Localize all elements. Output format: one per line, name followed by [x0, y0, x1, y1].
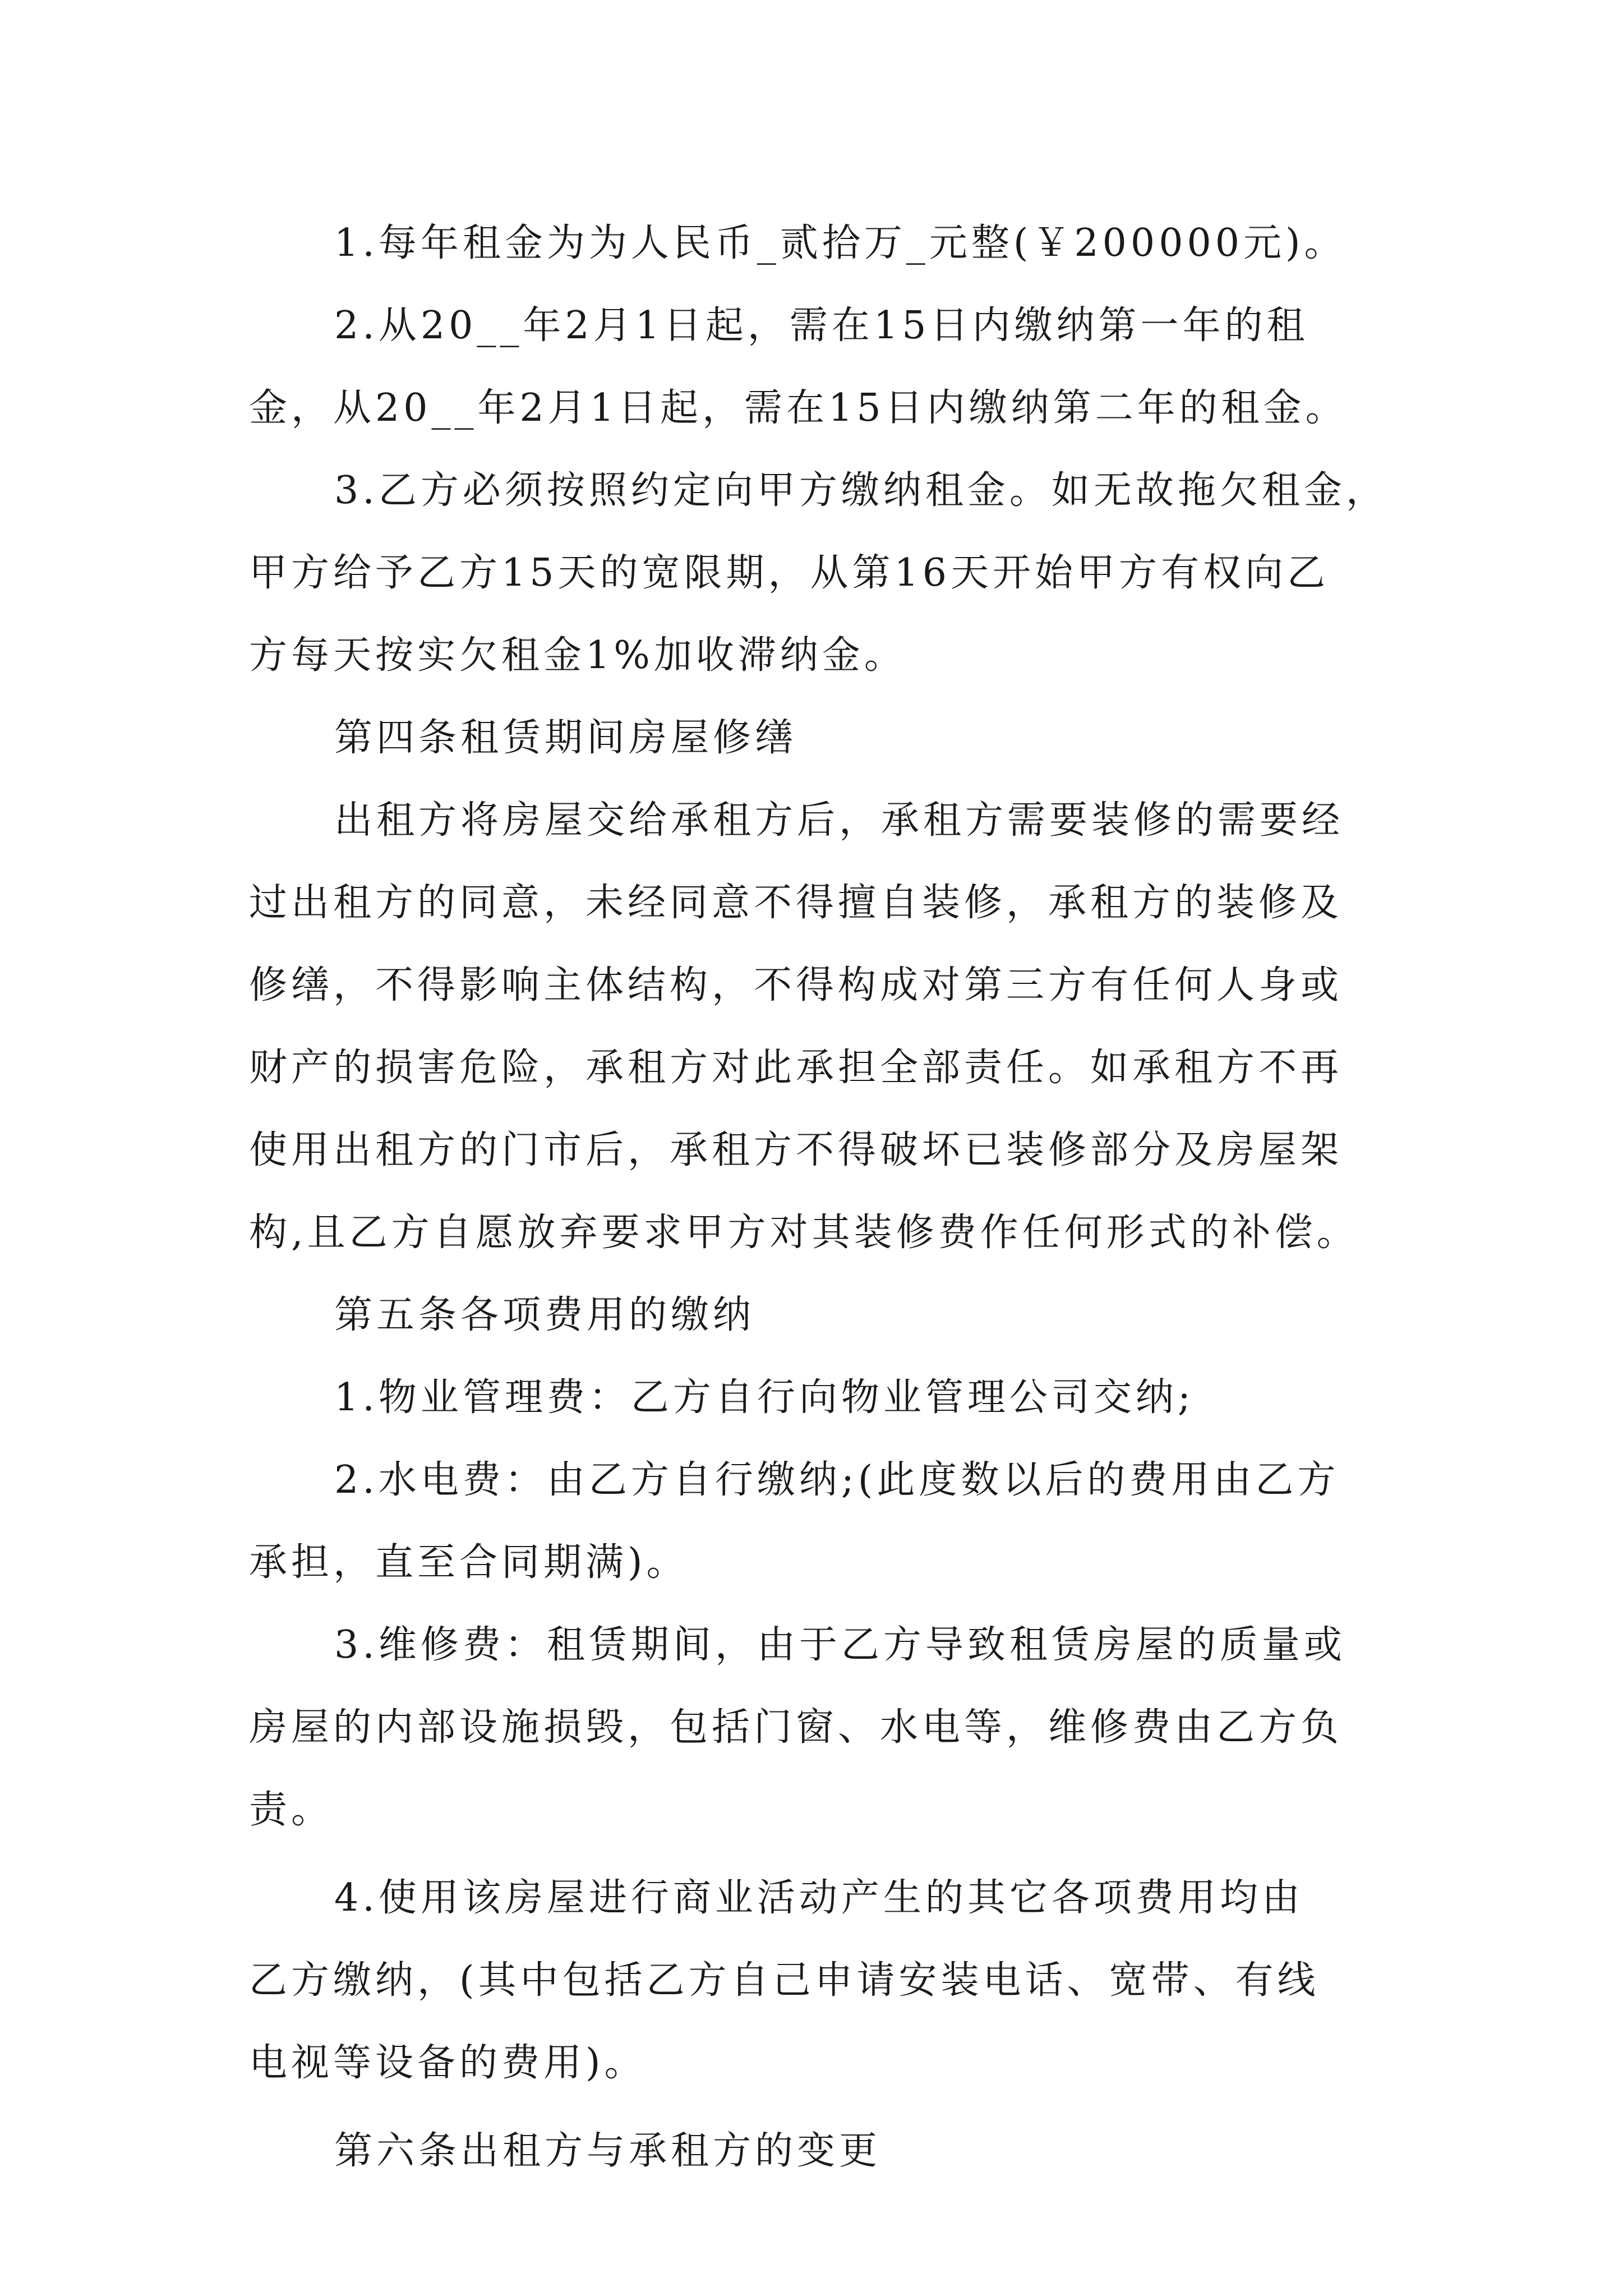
article-4-para-line-5: 使用出租方的门市后，承租方不得破坏已装修部分及房屋架	[249, 1128, 1343, 1172]
rent-clause-3-line-3: 方每天按实欠租金1%加收滞纳金。	[249, 633, 906, 678]
article-4-para-line-4: 财产的损害危险，承租方对此承担全部责任。如承租方不再	[249, 1046, 1343, 1090]
fee-clause-3-line-3: 责。	[249, 1788, 334, 1832]
fee-clause-2-line-1: 2.水电费：由乙方自行缴纳;(此度数以后的费用由乙方	[334, 1458, 1340, 1502]
fee-clause-3-line-2: 房屋的内部设施损毁，包括门窗、水电等，维修费由乙方负	[249, 1705, 1343, 1750]
article-4-para-line-2: 过出租方的同意，未经同意不得擅自装修，承租方的装修及	[249, 881, 1343, 925]
fee-clause-4-line-1: 4.使用该房屋进行商业活动产生的其它各项费用均由	[334, 1876, 1304, 1920]
rent-clause-1: 1.每年租金为为人民币_贰拾万_元整(￥200000元)。	[334, 221, 1347, 265]
rent-clause-3-line-1: 3.乙方必须按照约定向甲方缴纳租金。如无故拖欠租金，	[334, 468, 1388, 513]
fee-clause-4-line-2: 乙方缴纳，(其中包括乙方自己申请安装电话、宽带、有线	[249, 1958, 1320, 2003]
rent-clause-3-line-2: 甲方给予乙方15天的宽限期，从第16天开始甲方有权向乙	[249, 551, 1330, 595]
fee-clause-3-line-1: 3.维修费：租赁期间，由于乙方导致租赁房屋的质量或	[334, 1623, 1346, 1667]
article-4-heading: 第四条租赁期间房屋修缮	[334, 716, 797, 760]
fee-clause-1: 1.物业管理费：乙方自行向物业管理公司交纳;	[334, 1375, 1195, 1420]
article-4-para-line-6: 构,且乙方自愿放弃要求甲方对其装修费作任何形式的补偿。	[249, 1211, 1359, 1255]
article-5-heading: 第五条各项费用的缴纳	[334, 1293, 755, 1337]
document-body	[249, 202, 1393, 2192]
article-4-para-line-3: 修缮，不得影响主体结构，不得构成对第三方有任何人身或	[249, 963, 1343, 1007]
article-6-heading: 第六条出租方与承租方的变更	[334, 2129, 882, 2173]
rent-clause-2-line-1: 2.从20__年2月1日起，需在15日内缴纳第一年的租	[334, 303, 1309, 348]
rent-clause-2-line-2: 金，从20__年2月1日起，需在15日内缴纳第二年的租金。	[249, 386, 1348, 430]
fee-clause-2-line-2: 承担，直至合同期满)。	[249, 1540, 689, 1585]
fee-clause-4-line-3: 电视等设备的费用)。	[249, 2041, 647, 2085]
article-4-para-line-1: 出租方将房屋交给承租方后，承租方需要装修的需要经	[334, 798, 1344, 843]
